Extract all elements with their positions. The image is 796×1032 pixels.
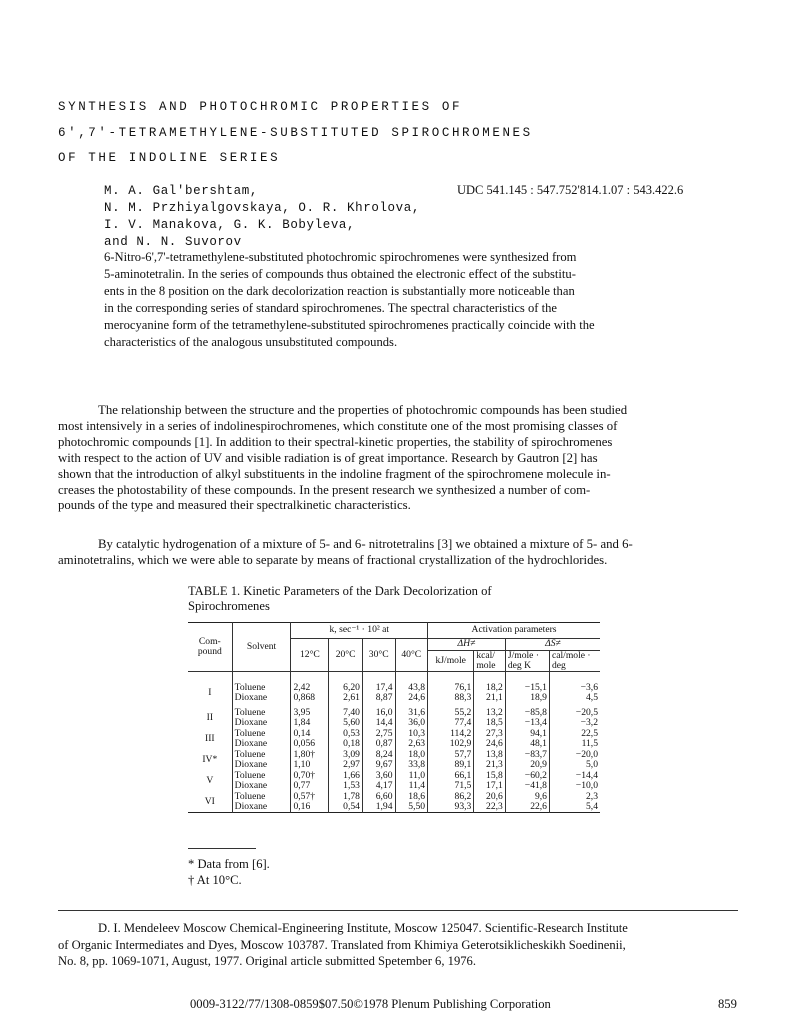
- value-cell-k30: 3,60 4,17: [362, 770, 395, 791]
- paper-title-line-2: 6',7'-TETRAMETHYLENE-SUBSTITUTED SPIROCHROMENES: [58, 126, 533, 140]
- value-cell-k12: 0,14 0,056: [291, 728, 329, 749]
- value-cell-kcal: 13,8 21,3: [474, 749, 506, 770]
- value-cell-kcal: 27,3 24,6: [474, 728, 506, 749]
- value-cell-k20: 1,78 0,54: [329, 791, 363, 813]
- value-cell-k40: 31,6 36,0: [395, 707, 428, 728]
- table-row: [188, 672, 600, 708]
- value-cell-jmol: −60,2 −41,8: [505, 770, 549, 791]
- header-row: [188, 623, 600, 639]
- value-cell-cal: −14,4 −10,0: [549, 770, 600, 791]
- header-activation: Activation parameters: [428, 623, 600, 639]
- value-cell-jmol: −83,7 20,9: [505, 749, 549, 770]
- paragraph-line: creases the photostability of these compounds. In the present research we synthesized a number of com-: [58, 482, 591, 497]
- paragraph-line: pounds of the type and measured their spectralkinetic characteristics.: [58, 498, 411, 513]
- table-caption-line: TABLE 1. Kinetic Parameters of the Dark Decolorization of: [188, 584, 492, 598]
- compound-cell: II: [206, 711, 214, 723]
- paragraph-line: photochromic compounds [1]. In addition to their spectral-kinetic properties, the stability of spirochromenes: [58, 434, 613, 449]
- header-kcal-mole: kcal/ mole: [474, 651, 506, 672]
- abstract-line: 5-aminotetralin. In the series of compounds thus obtained the electronic effect of the substitu-: [104, 266, 576, 281]
- affiliation-line: No. 8, pp. 1069-1071, August, 1977. Original article submitted Spetember 6, 1976.: [58, 954, 476, 969]
- value-cell-k20: 1,66 1,53: [329, 770, 363, 791]
- table-body: [188, 672, 600, 813]
- value-cell-k30: 8,24 9,67: [362, 749, 395, 770]
- value-cell-k40: 10,3 2,63: [395, 728, 428, 749]
- header-k-group: k, sec⁻¹ · 10² at: [291, 623, 428, 639]
- header-delta-s: ΔS≠: [505, 639, 600, 651]
- kinetics-table: [188, 622, 600, 813]
- table-row: [188, 770, 600, 791]
- footnote: * Data from [6].: [188, 857, 270, 871]
- table-footnotes: [188, 856, 270, 888]
- value-cell-jmol: −85,8 −13,4: [505, 707, 549, 728]
- affiliation-line: of Organic Intermediates and Dyes, Moscow 103787. Translated from Khimiya Geterotsiklicheskikh Soedinenii,: [58, 937, 626, 952]
- value-cell-k30: 6,60 1,94: [362, 791, 395, 813]
- value-cell-k12: 2,42 0,868: [291, 672, 329, 708]
- value-cell-kj: 66,1 71,5: [428, 770, 474, 791]
- solvent-cell: Toluene Dioxane: [232, 728, 291, 749]
- value-cell-jmol: −15,1 18,9: [505, 672, 549, 708]
- paragraph-line: most intensively in a series of indolinespirochromenes, which constitute one of the most promising classes of: [58, 418, 618, 433]
- abstract-line: merocyanine form of the tetramethylene-substituted spirochromenes practically coincide with the: [104, 317, 595, 332]
- value-cell-k40: 18,0 33,8: [395, 749, 428, 770]
- value-cell-k30: 16,0 14,4: [362, 707, 395, 728]
- table-row: [188, 791, 600, 813]
- value-cell-cal: 22,5 11,5: [549, 728, 600, 749]
- author-line: and N. N. Suvorov: [104, 235, 242, 249]
- value-cell-kcal: 20,6 22,3: [474, 791, 506, 813]
- solvent-cell: Toluene Dioxane: [232, 707, 291, 728]
- value-cell-k40: 43,8 24,6: [395, 672, 428, 708]
- header-temp: 20°C: [329, 639, 363, 672]
- author-list: [104, 183, 420, 251]
- paper-title-line-1: SYNTHESIS AND PHOTOCHROMIC PROPERTIES OF: [58, 100, 463, 114]
- copyright-line: 0009-3122/77/1308-0859$07.50©1978 Plenum Publishing Corporation: [190, 997, 551, 1011]
- value-cell-kj: 114,2 102,9: [428, 728, 474, 749]
- table-row: [188, 707, 600, 728]
- value-cell-jmol: 9,6 22,6: [505, 791, 549, 813]
- header-j-mole-deg: J/mole · deg K: [505, 651, 549, 672]
- value-cell-k12: 3,95 1,84: [291, 707, 329, 728]
- header-solvent: Solvent: [232, 623, 291, 672]
- value-cell-k20: 0,53 0,18: [329, 728, 363, 749]
- header-cal-mole-deg: cal/mole · deg: [549, 651, 600, 672]
- solvent-cell: Toluene Dioxane: [232, 672, 291, 708]
- footnote-rule: [188, 848, 256, 849]
- value-cell-k30: 2,75 0,87: [362, 728, 395, 749]
- solvent-cell: Toluene Dioxane: [232, 749, 291, 770]
- header-temp: 30°C: [362, 639, 395, 672]
- value-cell-k30: 17,4 8,87: [362, 672, 395, 708]
- value-cell-kj: 57,7 89,1: [428, 749, 474, 770]
- value-cell-kcal: 13,2 18,5: [474, 707, 506, 728]
- affiliation-rule: [58, 910, 738, 911]
- value-cell-k20: 3,09 2,97: [329, 749, 363, 770]
- compound-cell: VI: [204, 795, 215, 807]
- value-cell-kcal: 18,2 21,1: [474, 672, 506, 708]
- value-cell-kcal: 15,8 17,1: [474, 770, 506, 791]
- header-kj-mole: kJ/mole: [428, 651, 474, 672]
- value-cell-cal: 2,3 5,4: [549, 791, 600, 813]
- paragraph-line: aminotetralins, which we were able to separate by means of fractional crystallization of the hydrochlorides.: [58, 552, 608, 567]
- paragraph-intro: [58, 403, 738, 514]
- value-cell-cal: −3,6 4,5: [549, 672, 600, 708]
- compound-cell: III: [205, 732, 215, 744]
- solvent-cell: Toluene Dioxane: [232, 770, 291, 791]
- value-cell-kj: 76,1 88,3: [428, 672, 474, 708]
- udc-code: UDC 541.145 : 547.752'814.1.07 : 543.422.6: [457, 183, 684, 197]
- value-cell-cal: −20,5 −3,2: [549, 707, 600, 728]
- header-delta-h: ΔH≠: [428, 639, 506, 651]
- paragraph-line: shown that the introduction of alkyl substituents in the indoline fragment of the spirochromene molecule in-: [58, 466, 611, 481]
- table-row: [188, 728, 600, 749]
- author-line: N. M. Przhiyalgovskaya, O. R. Khrolova,: [104, 201, 420, 215]
- abstract: [104, 249, 736, 350]
- value-cell-jmol: 94,1 48,1: [505, 728, 549, 749]
- paragraph-line: with respect to the action of UV and visible radiation is of great importance. Research by Gautron [2] has: [58, 450, 598, 465]
- value-cell-kj: 55,2 77,4: [428, 707, 474, 728]
- value-cell-k20: 6,20 2,61: [329, 672, 363, 708]
- compound-cell: V: [206, 774, 214, 786]
- value-cell-kj: 86,2 93,3: [428, 791, 474, 813]
- paragraph-line: By catalytic hydrogenation of a mixture of 5- and 6- nitrotetralins [3] we obtained a mixture of 5- and 6-: [98, 537, 633, 551]
- solvent-cell: Toluene Dioxane: [232, 791, 291, 813]
- author-line: M. A. Gal'bershtam,: [104, 184, 258, 198]
- abstract-line: ents in the 8 position on the dark decolorization reaction is substantially more noticeable than: [104, 283, 575, 298]
- value-cell-cal: −20,0 5,0: [549, 749, 600, 770]
- compound-cell: I: [208, 687, 212, 699]
- paragraph-line: The relationship between the structure and the properties of photochromic compounds has been studied: [98, 403, 628, 417]
- table-caption: [188, 584, 492, 614]
- value-cell-k40: 18,6 5,50: [395, 791, 428, 813]
- value-cell-k12: 0,57† 0,16: [291, 791, 329, 813]
- paper-title-line-3: OF THE INDOLINE SERIES: [58, 151, 281, 165]
- paragraph-synthesis: [58, 537, 738, 569]
- abstract-line: in the corresponding series of standard spirochromenes. The spectral characteristics of the: [104, 300, 557, 315]
- page-number: 859: [718, 997, 737, 1011]
- header-temp: 12°C: [291, 639, 329, 672]
- header-compound: Com- pound: [188, 623, 232, 672]
- table-row: [188, 749, 600, 770]
- value-cell-k12: 0,70† 0,77: [291, 770, 329, 791]
- abstract-line: characteristics of the analogous unsubstituted compounds.: [104, 334, 398, 349]
- author-line: I. V. Manakova, G. K. Bobyleva,: [104, 218, 356, 232]
- compound-cell: IV*: [202, 753, 218, 765]
- affiliation-line: D. I. Mendeleev Moscow Chemical-Engineering Institute, Moscow 125047. Scientific-Research Institute: [98, 921, 628, 935]
- value-cell-k20: 7,40 5,60: [329, 707, 363, 728]
- table-caption-line: Spirochromenes: [188, 599, 270, 613]
- footnote: † At 10°C.: [188, 873, 242, 887]
- header-temp: 40°C: [395, 639, 428, 672]
- abstract-line: 6-Nitro-6',7'-tetramethylene-substituted photochromic spirochromenes were synthesized from: [104, 250, 577, 264]
- value-cell-k12: 1,80† 1,10: [291, 749, 329, 770]
- value-cell-k40: 11,0 11,4: [395, 770, 428, 791]
- affiliation: [58, 920, 748, 970]
